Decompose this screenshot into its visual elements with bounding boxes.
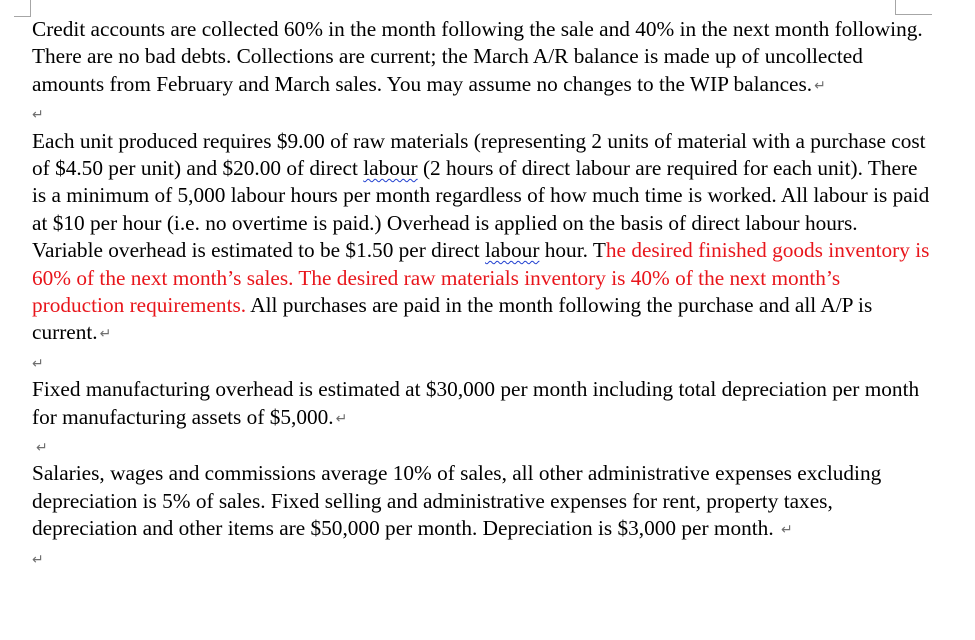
document-body[interactable] xyxy=(32,16,932,572)
paragraph-production-text-4: All purchases are paid in the month following the purchase and all A/P is current. xyxy=(32,293,873,345)
paragraph-collections-text: Credit accounts are collected 60% in the month following the sale and 40% in the next month following. There are no bad debts. Collections are current; the March A/R balance is made up of uncollected amounts from February and March sales. You may assume no changes to the WIP balances. xyxy=(32,17,923,96)
paragraph-production-text-1: Each unit produced requires $9.00 of raw materials (representing 2 units of material with a purchase cost of $4.50 per unit) and $20.00 of direct xyxy=(32,128,926,181)
paragraph-production-costs xyxy=(32,128,932,349)
paragraph-mark-icon: ↵ xyxy=(32,355,44,372)
paragraph-selling-admin-text: Salaries, wages and commissions average 10% of sales, all other administrative expenses excluding depreciation is 5% of sales. Fixed selling and administrative expenses for rent, property taxes, depreciation and other items are $50,000 per month. Depreciation is $3,000 per month. xyxy=(32,461,882,541)
empty-paragraph xyxy=(32,100,932,127)
paragraph-mark-icon: ↵ xyxy=(780,522,793,539)
paragraph-mark-icon: ↵ xyxy=(32,551,44,568)
paragraph-production-text-3: hour. T xyxy=(539,238,606,263)
empty-paragraph xyxy=(32,545,932,572)
paragraph-mark-icon: ↵ xyxy=(814,77,826,94)
paragraph-production-text-2: (2 hours of direct labour are required for each unit). There is a minimum of 5,000 labour hours per month regardless of how much time is worked. All labour is paid at $10 per hour (i.e. no overtime is paid.) Overhead is applied on the basis of direct labour hours. Variable overhead is estimated to be $1.50 per direct xyxy=(32,156,930,263)
empty-paragraph xyxy=(32,433,932,460)
paragraph-mark-icon: ↵ xyxy=(335,410,348,427)
spellcheck-word-labour[interactable]: labour xyxy=(485,238,540,263)
crop-mark-top-right xyxy=(895,0,932,15)
empty-paragraph xyxy=(32,349,932,376)
paragraph-mark-icon: ↵ xyxy=(32,107,44,124)
paragraph-mark-icon: ↵ xyxy=(99,326,112,343)
paragraph-fixed-overhead xyxy=(32,376,932,433)
red-highlighted-text: he desired finished goods inventory is 60% of the next month’s sales. The desired raw materials inventory is 40% of the next month’s production requirements. xyxy=(32,238,930,318)
paragraph-mark-icon: ↵ xyxy=(36,440,48,457)
spellcheck-word-labour[interactable]: labour xyxy=(363,156,418,181)
paragraph-collections xyxy=(32,16,932,100)
crop-mark-top-left xyxy=(14,0,31,17)
paragraph-selling-admin xyxy=(32,460,932,544)
paragraph-fixed-overhead-text: Fixed manufacturing overhead is estimated at $30,000 per month including total depreciation per month for manufacturing assets of $5,000. xyxy=(32,377,920,429)
